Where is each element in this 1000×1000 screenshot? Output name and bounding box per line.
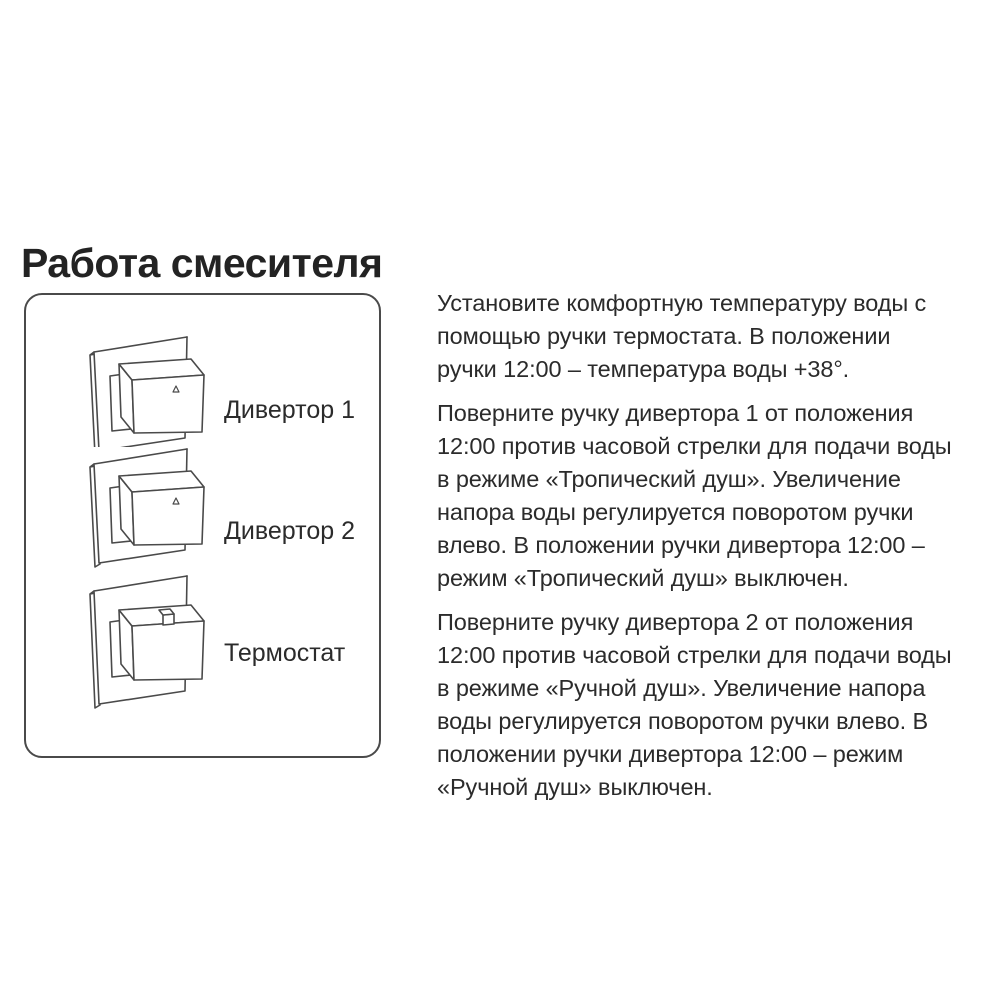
instructions-column bbox=[437, 287, 953, 815]
thermostat-label: Термостат bbox=[224, 639, 346, 667]
diverter-1-knob-illustration bbox=[87, 335, 217, 447]
instruction-paragraph-thermostat: Установите комфортную температуру воды с помощью ручки термостата. В положении ручки 12:00 – температура воды +38°. bbox=[437, 290, 927, 382]
instruction-paragraph-diverter-1: Поверните ручку дивертора 1 от положения 12:00 против часовой стрелки для подачи воды в режиме «Тропический душ». Увеличение напора воды регулируется поворотом ручки влево. В положении ручки дивертора 12:00 – режим «Тропический душ» выключен. bbox=[437, 400, 952, 591]
diverter-2-knob-illustration bbox=[87, 447, 217, 572]
diverter-2-label: Дивертор 2 bbox=[224, 517, 355, 545]
instruction-paragraph-diverter-2: Поверните ручку дивертора 2 от положения 12:00 против часовой стрелки для подачи воды в режиме «Ручной душ». Увеличение напора воды регулируется поворотом ручки влево. В положении ручки дивертора 12:00 – режим «Ручной душ» выключен. bbox=[437, 609, 952, 800]
page-title: Работа смесителя bbox=[21, 240, 383, 287]
diverter-1-label: Дивертор 1 bbox=[224, 396, 355, 424]
mixer-diagram-box bbox=[24, 293, 381, 758]
thermostat-knob-illustration bbox=[87, 574, 217, 716]
